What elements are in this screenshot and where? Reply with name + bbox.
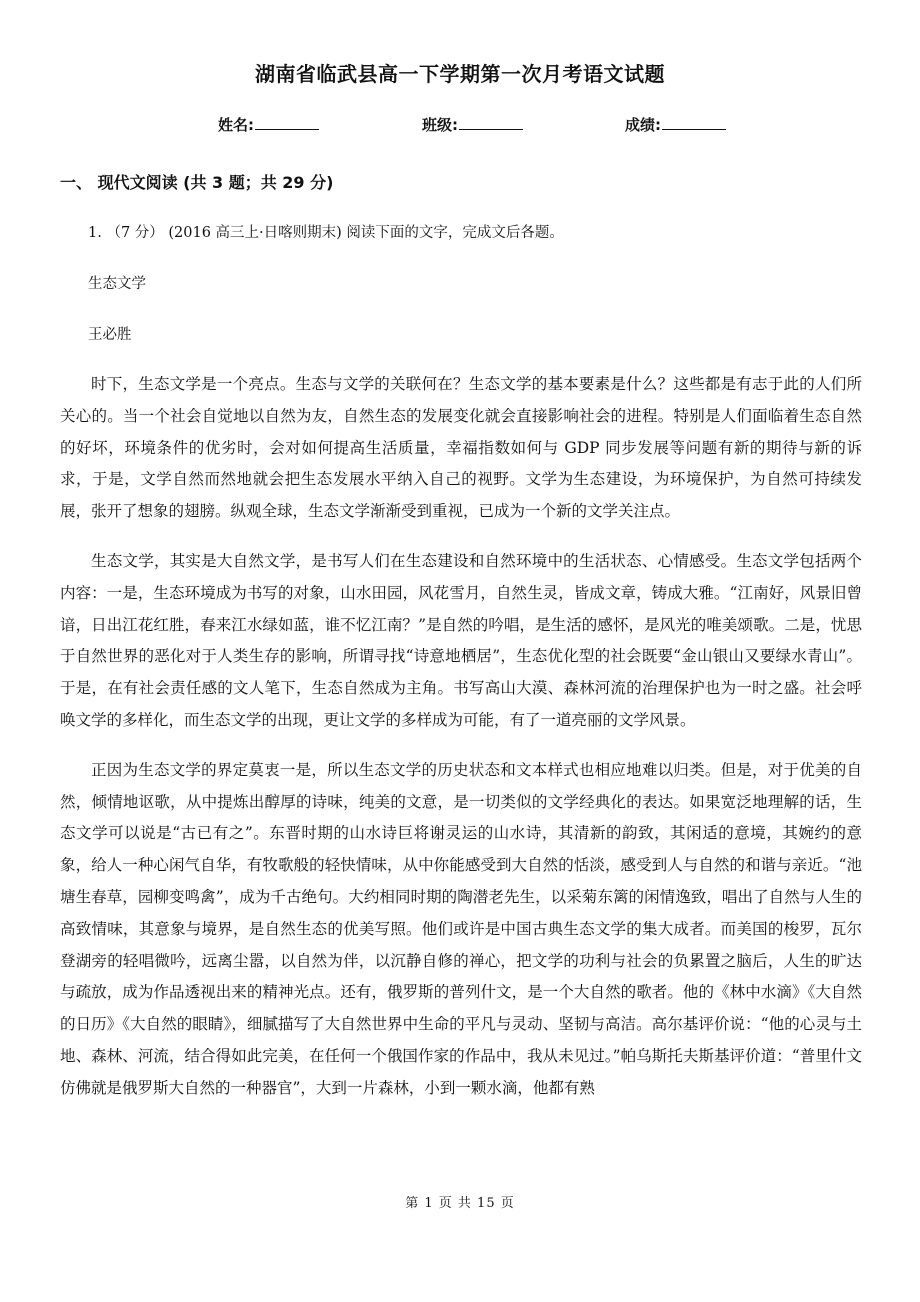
score-blank	[662, 115, 726, 130]
name-field	[218, 114, 319, 135]
class-field	[422, 114, 523, 135]
score-field	[625, 114, 726, 135]
page-title: 湖南省临武县高一下学期第一次月考语文试题	[255, 62, 665, 86]
section-heading: 一、 现代文阅读 (共 3 题；共 29 分)	[60, 173, 334, 192]
score-label: 成绩:	[625, 116, 661, 134]
class-blank	[459, 115, 523, 130]
article-title: 生态文学	[88, 276, 146, 292]
paragraph-2: 生态文学，其实是大自然文学，是书写人们在生态建设和自然环境中的生活状态、心情感受。生态文学包括两个内容：一是，生态环境成为书写的对象，山水田园，风花雪月，自然生灵，皆成文章，铸成大雅。“江南好，风景旧曾谙，日出江花红胜，春来江水绿如蓝，谁不忆江南？”是自然的吟唱，是生活的感怀，是风光的唯美颂歌。二是，忧思于自然世界的恶化对于人类生存的影响，所谓寻找“诗意地栖居”，生态优化型的社会既要“金山银山又要绿水青山”。于是，在有社会责任感的文人笔下，生态自然成为主角。书写高山大漠、森林河流的治理保护也为一时之盛。社会呼唤文学的多样化，而生态文学的出现，更让文学的多样成为可能，有了一道亮丽的文学风景。	[60, 551, 862, 729]
paragraph-1: 时下，生态文学是一个亮点。生态与文学的关联何在？生态文学的基本要素是什么？这些都是有志于此的人们所关心的。当一个社会自觉地以自然为友，自然生态的发展变化就会直接影响社会的进程。特别是人们面临着生态自然的好坏，环境条件的优劣时，会对如何提高生活质量，幸福指数如何与 GDP 同步发展等问题有新的期待与新的诉求，于是，文学自然而然地就会把生态发展水平纳入自己的视野。文学为生态建设，为环境保护，为自然可持续发展，张开了想象的翅膀。纵观全球，生态文学渐渐受到重视，已成为一个新的文学关注点。	[60, 375, 862, 521]
name-blank	[255, 115, 319, 130]
paragraph-3: 正因为生态文学的界定莫衷一是，所以生态文学的历史状态和文本样式也相应地难以归类。但是，对于优美的自然，倾情地讴歌，从中提炼出醇厚的诗味，纯美的文意，是一切类似的文学经典化的表达。如果宽泛地理解的话，生态文学可以说是“古已有之”。东晋时期的山水诗巨将谢灵运的山水诗，其清新的韵致，其闲适的意境，其婉约的意象，给人一种心闲气自华，有牧歌般的轻快情味，从中你能感受到大自然的恬淡，感受到人与自然的和谐与亲近。“池塘生春草，园柳变鸣禽”，成为千古绝句。大约相同时期的陶潜老先生，以采菊东篱的闲情逸致，唱出了自然与人生的高致情味，其意象与境界，是自然生态的优美写照。他们或许是中国古典生态文学的集大成者。而美国的梭罗，瓦尔登湖旁的轻唱微吟，远离尘嚣，以自然为伴，以沉静自修的禅心，把文学的功利与社会的负累置之脑后，人生的旷达与疏放，成为作品透视出来的精神光点。还有，俄罗斯的普列什文，是一个大自然的歌者。他的《林中水滴》《大自然的日历》《大自然的眼睛》，细腻描写了大自然世界中生命的平凡与灵动、坚韧与高洁。高尔基评价说：“他的心灵与土地、森林、河流，结合得如此完美，在任何一个俄国作家的作品中，我从未见过。”帕乌斯托夫斯基评价道：“普里什文仿佛就是俄罗斯大自然的一种器官”，大到一片森林，小到一颗水滴，他都有熟	[60, 760, 862, 1097]
class-label: 班级:	[422, 116, 458, 134]
question-intro: 1. （7 分） (2016 高三上·日喀则期末) 阅读下面的文字，完成文后各题。	[88, 225, 564, 241]
article-body	[60, 369, 862, 1123]
name-label: 姓名:	[218, 116, 254, 134]
article-author: 王必胜	[88, 327, 132, 343]
page-footer: 第 1 页 共 15 页	[405, 1196, 515, 1211]
